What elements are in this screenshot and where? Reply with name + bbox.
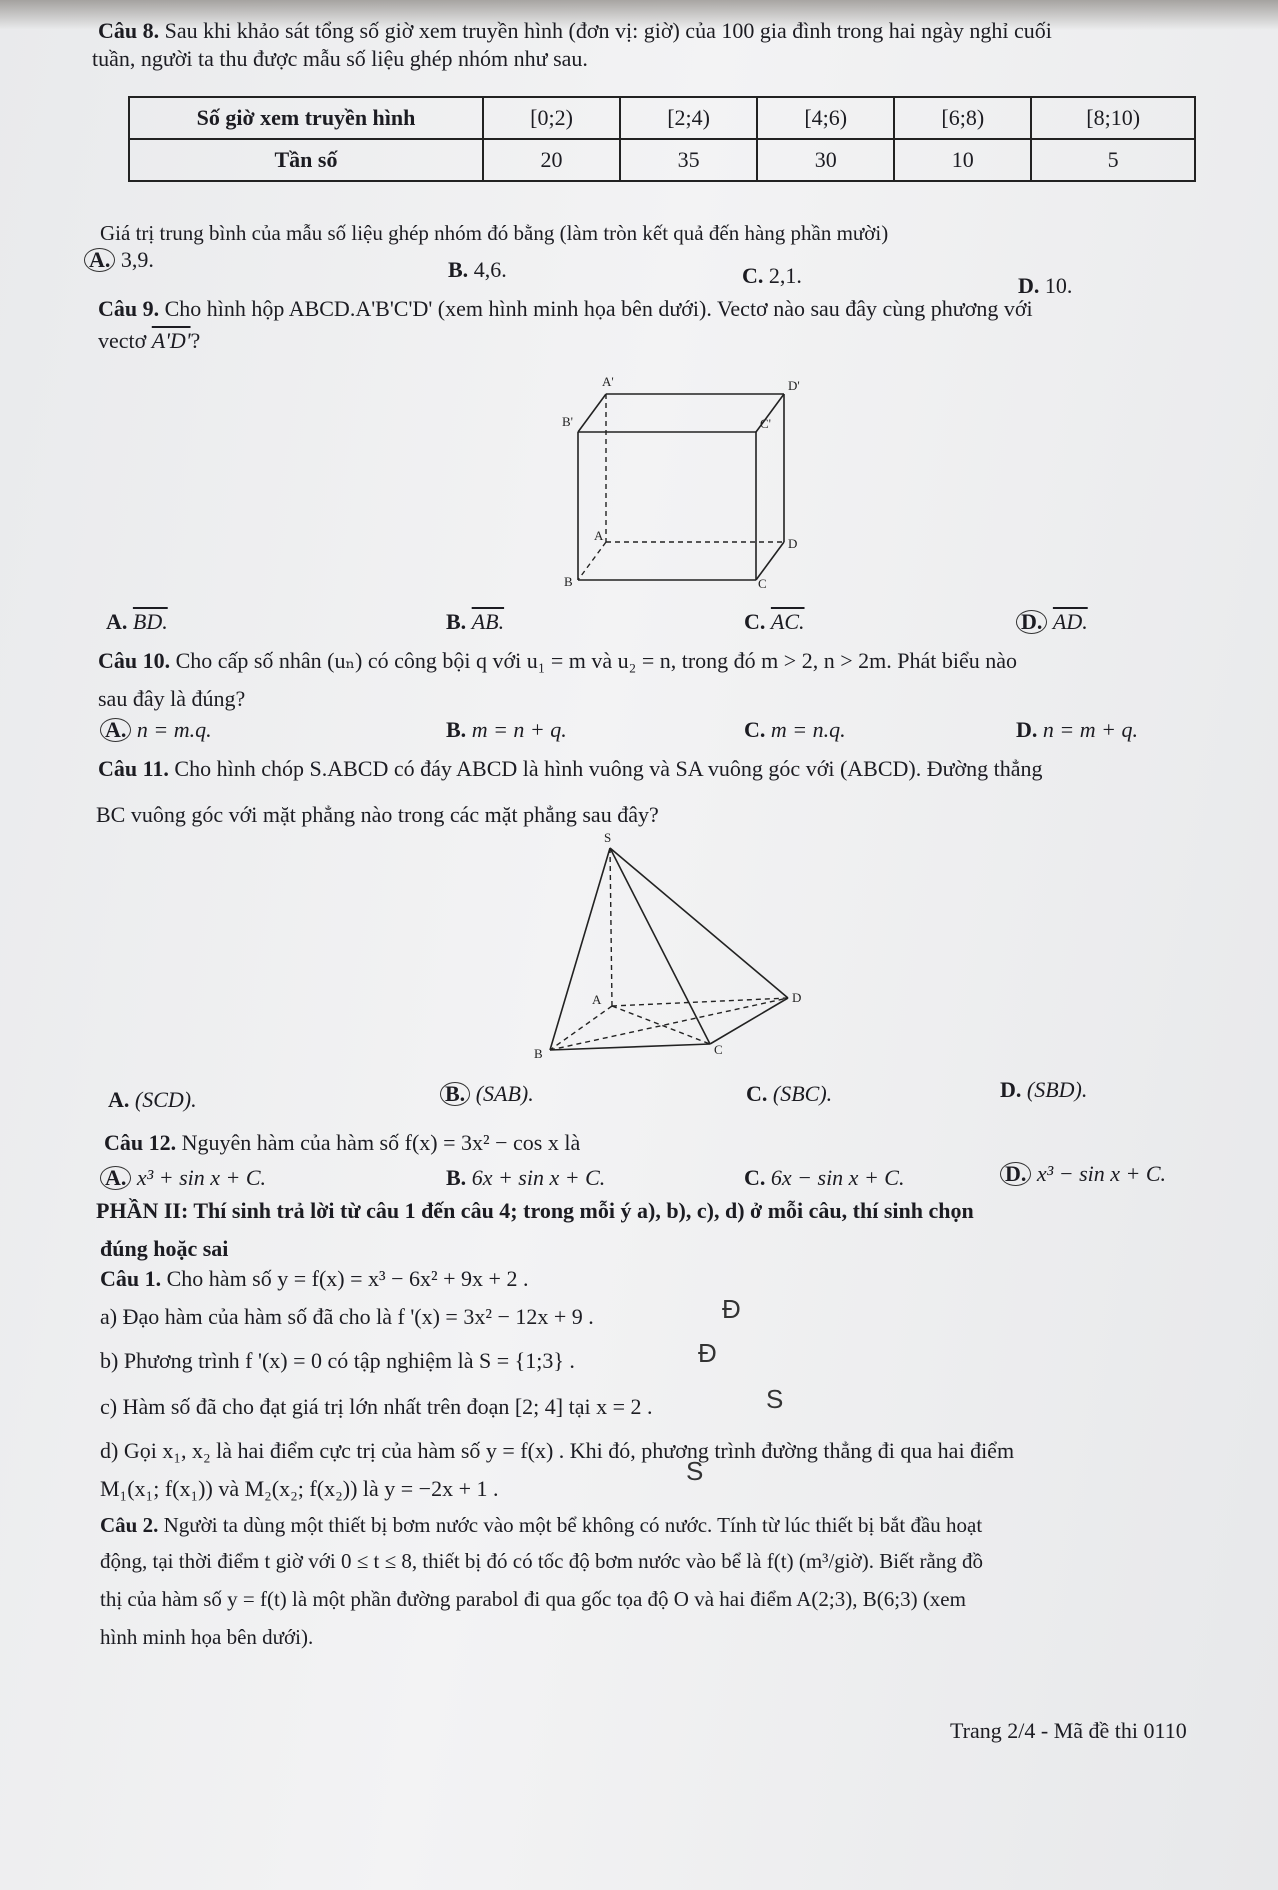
table-cell: [2;4) <box>620 97 757 139</box>
question-9-vectortext: vectơ <box>98 328 147 353</box>
question-10-text: Cho cấp số nhân (uₙ) có công bội q với u₁ = m và u₂ = n, trong đó m > 2, n > 2m. Phát biểu nào <box>175 648 1017 673</box>
option-text: 4,6. <box>473 257 507 282</box>
option-text: n = m.q. <box>136 717 212 742</box>
option-label-b: B. <box>446 1165 467 1190</box>
q11-option-c[interactable] <box>746 1080 832 1108</box>
option-label-d: D. <box>1000 1077 1022 1102</box>
statement-b: b) Phương trình f '(x) = 0 có tập nghiệm là S = {1;3} . <box>100 1348 575 1373</box>
option-label-a: A. <box>106 609 128 634</box>
page-footer: Trang 2/4 - Mã đề thi 0110 <box>950 1718 1187 1743</box>
label-d: D <box>788 536 798 551</box>
question-9-label: Câu 9. <box>98 296 160 321</box>
option-text: (SBD). <box>1026 1077 1088 1102</box>
question-12-label: Câu 12. <box>104 1130 177 1155</box>
q12-option-c[interactable] <box>744 1164 904 1192</box>
q11-option-a[interactable] <box>108 1086 197 1114</box>
q9-option-d[interactable] <box>1016 608 1088 636</box>
part2-question-2-label: Câu 2. <box>100 1513 159 1537</box>
option-text: BD. <box>132 609 168 634</box>
parallelepiped-figure <box>550 368 810 598</box>
statement-a: a) Đạo hàm của hàm số đã cho là f '(x) = 3x² − 12x + 9 . <box>100 1304 594 1329</box>
option-text: 2,1. <box>768 263 802 288</box>
question-11-text: Cho hình chóp S.ABCD có đáy ABCD là hình vuông và SA vuông góc với (ABCD). Đường thẳng <box>174 756 1043 781</box>
mark-d: S <box>686 1456 704 1486</box>
option-text: (SBC). <box>772 1081 833 1106</box>
option-text: 6x + sin x + C. <box>471 1165 606 1190</box>
option-label-d: D. <box>1018 273 1040 298</box>
option-label-a: A. <box>108 1087 130 1112</box>
label-c1: C' <box>760 416 772 431</box>
label-b: B <box>564 574 573 589</box>
option-label-c: C. <box>744 609 766 634</box>
table-row <box>129 97 1195 139</box>
label-a: A <box>592 992 602 1007</box>
option-label-d: D. <box>1016 610 1047 634</box>
table-cell: 10 <box>894 139 1031 181</box>
table-cell: 20 <box>483 139 620 181</box>
question-mark: ? <box>190 328 201 353</box>
option-text: x³ − sin x + C. <box>1036 1161 1167 1186</box>
question-11-line2: BC vuông góc với mặt phẳng nào trong các mặt phẳng sau đây? <box>96 802 659 827</box>
statement-d-line1: d) Gọi x₁, x₂ là hai điểm cực trị của hàm số y = f(x) . Khi đó, phương trình đường thẳng đi qua hai điểm <box>100 1438 1015 1463</box>
label-a1: A' <box>602 374 614 389</box>
question-9-line1 <box>98 294 1218 324</box>
label-b: B <box>534 1046 543 1061</box>
part2-question-2-line1 <box>100 1510 1218 1540</box>
part2-question-1-text: Cho hàm số y = f(x) = x³ − 6x² + 9x + 2 . <box>166 1266 529 1291</box>
q8-option-b[interactable] <box>448 256 507 284</box>
part2-question-2-text: Người ta dùng một thiết bị bơm nước vào một bể không có nước. Tính từ lúc thiết bị bắt đầu hoạt <box>163 1513 983 1537</box>
table-header-hours: Số giờ xem truyền hình <box>129 97 483 139</box>
question-9-text: Cho hình hộp ABCD.A'B'C'D' (xem hình minh họa bên dưới). Vectơ nào sau đây cùng phương với <box>164 296 1033 321</box>
q10-option-c[interactable] <box>744 716 846 744</box>
part2-question-1-label: Câu 1. <box>100 1266 162 1291</box>
option-text: m = n.q. <box>770 717 846 742</box>
q8-option-c[interactable] <box>742 262 802 290</box>
part2-question-1 <box>100 1264 1218 1294</box>
option-label-c: C. <box>744 717 766 742</box>
option-label-b: B. <box>440 1082 470 1106</box>
table-cell: [0;2) <box>483 97 620 139</box>
table-cell: [8;10) <box>1031 97 1195 139</box>
option-label-d: D. <box>1016 717 1038 742</box>
option-label-c: C. <box>744 1165 766 1190</box>
option-text: (SAB). <box>475 1081 534 1106</box>
q9-option-c[interactable] <box>744 608 805 636</box>
option-text: 10. <box>1044 273 1073 298</box>
statement-c: c) Hàm số đã cho đạt giá trị lớn nhất trên đoạn [2; 4] tại x = 2 . <box>100 1394 653 1419</box>
label-d: D <box>792 990 802 1005</box>
option-label-a: A. <box>100 1166 131 1190</box>
q12-option-d[interactable] <box>1000 1160 1166 1188</box>
option-text: m = n + q. <box>471 717 567 742</box>
question-9-line2 <box>98 326 1218 356</box>
label-b1: B' <box>562 414 574 429</box>
label-s: S <box>604 830 612 845</box>
option-label-b: B. <box>448 257 469 282</box>
option-text: 3,9. <box>120 247 154 272</box>
mark-c: S <box>766 1384 784 1414</box>
part-2-heading: PHẦN II: Thí sinh trả lời từ câu 1 đến câu 4; trong mỗi ý a), b), c), d) ở mỗi câu, thí sinh chọn <box>96 1198 974 1223</box>
option-text: x³ + sin x + C. <box>136 1165 267 1190</box>
question-8-text: Sau khi khảo sát tổng số giờ xem truyền hình (đơn vị: giờ) của 100 gia đình trong hai ngày nghỉ cuối <box>164 18 1052 43</box>
table-cell: [6;8) <box>894 97 1031 139</box>
option-text: AB. <box>471 609 505 634</box>
option-label-c: C. <box>746 1081 768 1106</box>
pyramid-figure <box>530 828 820 1068</box>
question-12-line <box>104 1128 1218 1158</box>
question-8-line1 <box>98 16 1218 46</box>
label-d1: D' <box>788 378 800 393</box>
table-header-frequency: Tần số <box>129 139 483 181</box>
q8-option-a[interactable] <box>84 246 154 274</box>
question-10-line2: sau đây là đúng? <box>98 686 246 711</box>
part2-question-2-line4: hình minh họa bên dưới). <box>100 1625 314 1649</box>
question-8-label: Câu 8. <box>98 18 160 43</box>
statement-d-line2: M₁(x₁; f(x₁)) và M₂(x₂; f(x₂)) là y = −2x + 1 . <box>100 1476 499 1501</box>
q10-option-a[interactable] <box>100 716 212 744</box>
q12-option-b[interactable] <box>446 1164 605 1192</box>
q10-option-b[interactable] <box>446 716 567 744</box>
option-label-c: C. <box>742 263 764 288</box>
table-cell: 5 <box>1031 139 1195 181</box>
option-text: 6x − sin x + C. <box>770 1165 905 1190</box>
label-a: A <box>594 528 604 543</box>
question-12-text: Nguyên hàm của hàm số f(x) = 3x² − cos x là <box>181 1130 581 1155</box>
option-text: AD. <box>1052 609 1088 634</box>
mark-b: Đ <box>698 1338 717 1368</box>
option-text: AC. <box>770 609 805 634</box>
option-label-a: A. <box>84 248 115 272</box>
option-label-a: A. <box>100 718 131 742</box>
q9-option-b[interactable] <box>446 608 504 636</box>
table-cell: [4;6) <box>757 97 894 139</box>
option-text: n = m + q. <box>1042 717 1138 742</box>
q11-option-b[interactable] <box>440 1080 534 1108</box>
question-10-label: Câu 10. <box>98 648 171 673</box>
frequency-table <box>128 96 1196 182</box>
question-8-prompt: Giá trị trung bình của mẫu số liệu ghép nhóm đó bằng (làm tròn kết quả đến hàng phần mười) <box>100 221 889 245</box>
vector-a1d1: A'D' <box>151 328 191 353</box>
question-10-line1 <box>98 646 1218 676</box>
label-c: C <box>714 1042 723 1057</box>
question-11-line1 <box>98 754 1218 784</box>
option-label-d: D. <box>1000 1162 1031 1186</box>
q12-option-a[interactable] <box>100 1164 266 1192</box>
option-text: (SCD). <box>134 1087 197 1112</box>
part-2-heading-line2: đúng hoặc sai <box>100 1236 229 1261</box>
label-c: C <box>758 576 767 591</box>
part2-question-2-line2: động, tại thời điểm t giờ với 0 ≤ t ≤ 8, thiết bị đó có tốc độ bơm nước vào bể là f(t) (m³/giờ). Biết rằng đồ <box>100 1549 984 1573</box>
q11-option-d[interactable] <box>1000 1076 1087 1104</box>
q10-option-d[interactable] <box>1016 716 1138 744</box>
part2-question-2-line3: thị của hàm số y = f(t) là một phần đường parabol đi qua gốc tọa độ O và hai điểm A(2;3), B(6;3) (xem <box>100 1587 966 1611</box>
mark-a: Đ <box>722 1294 741 1324</box>
table-cell: 30 <box>757 139 894 181</box>
q9-option-a[interactable] <box>106 608 168 636</box>
question-8-line2: tuần, người ta thu được mẫu số liệu ghép nhóm như sau. <box>92 46 588 71</box>
question-11-label: Câu 11. <box>98 756 169 781</box>
option-label-b: B. <box>446 609 467 634</box>
option-label-b: B. <box>446 717 467 742</box>
table-cell: 35 <box>620 139 757 181</box>
table-row <box>129 139 1195 181</box>
